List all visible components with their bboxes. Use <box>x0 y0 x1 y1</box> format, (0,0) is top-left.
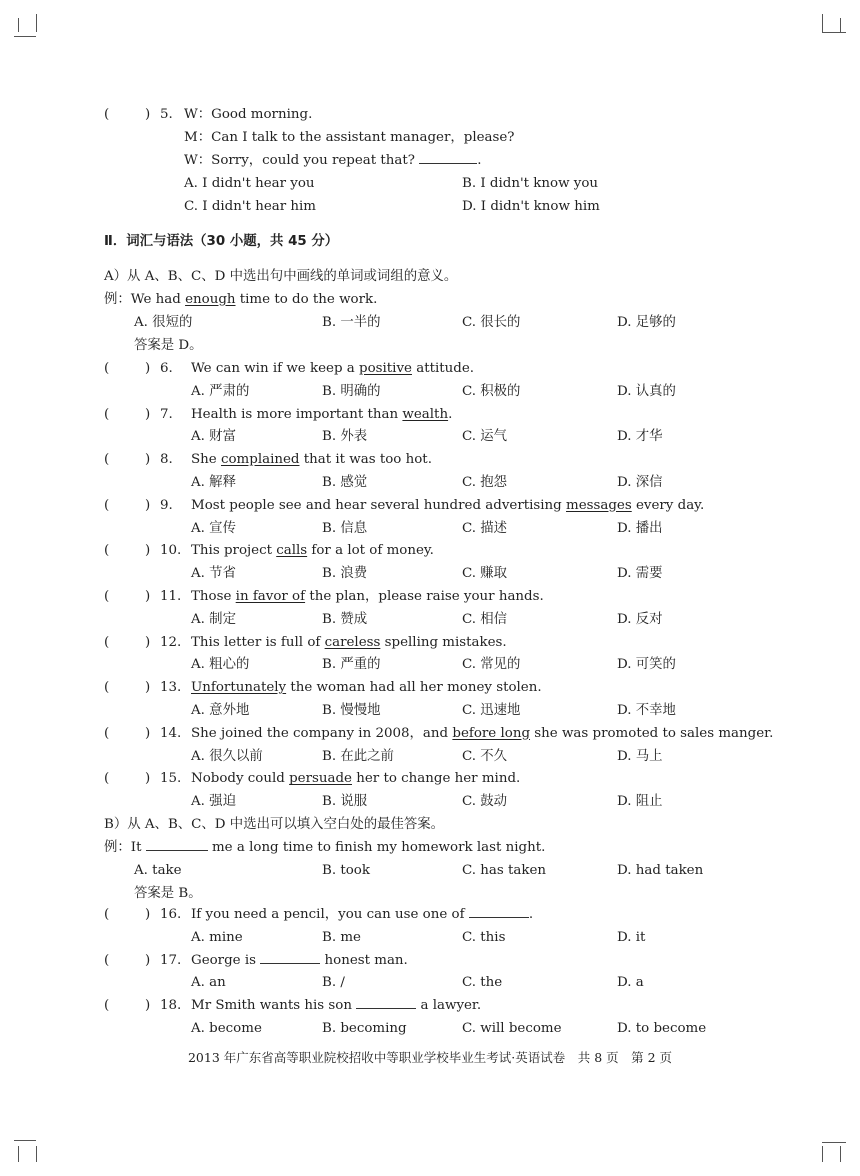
answer-paren-open: ( <box>104 634 110 650</box>
option-d: D. 不幸地 <box>617 703 676 718</box>
option-a: A. 制定 <box>191 611 236 627</box>
option-c: C. 不久 <box>462 748 508 764</box>
question-options <box>0 609 860 632</box>
option-a: A. an <box>191 975 226 991</box>
question-stem-post: spelling mistakes. <box>380 634 507 650</box>
answer-paren-close: ) <box>145 452 151 468</box>
option-b: B. 严重的 <box>322 657 381 673</box>
option-b: B. 明确的 <box>322 383 381 399</box>
part-b-instruction <box>0 814 860 837</box>
question-stem <box>191 449 432 472</box>
question-row <box>0 723 860 746</box>
question-options <box>0 518 860 541</box>
question-number: 6. <box>160 361 173 376</box>
question-options <box>0 426 860 449</box>
option-a: A. 财富 <box>191 429 236 445</box>
crop-mark-top-right <box>822 14 823 32</box>
answer-blank <box>260 951 320 964</box>
question-5-options-row-2 <box>0 196 860 219</box>
instruction-text: A）从 A、B、C、D 中选出句中画线的单词或词组的意义。 <box>104 269 458 284</box>
question-stem-post: she was promoted to sales manger. <box>530 725 774 741</box>
option-c: C. 相信 <box>462 611 508 627</box>
dialog-text: W：Sorry，could you repeat that? <box>184 153 415 168</box>
part-b-example-answer <box>0 883 860 906</box>
option-c: C. 抱怨 <box>462 475 508 490</box>
option-a: A. I didn't hear you <box>184 176 315 191</box>
option-a: A. take <box>134 863 182 878</box>
option-a: A. 很久以前 <box>191 748 263 764</box>
crop-mark-bottom-right <box>822 1146 823 1162</box>
example-answer: 答案是 D。 <box>134 338 203 353</box>
question-number: 13. <box>160 680 182 696</box>
option-b: B. 说服 <box>322 794 368 810</box>
option-b: B. 在此之前 <box>322 748 394 764</box>
question-stem <box>191 904 533 927</box>
answer-paren-close: ) <box>145 725 151 741</box>
example-suffix: me a long time to finish my homework last night. <box>207 840 546 855</box>
answer-paren-open: ( <box>104 497 110 513</box>
option-c: C. the <box>462 975 503 991</box>
question-stem-pre: Health is more important than <box>191 406 403 422</box>
option-d: D. 阻止 <box>617 794 663 810</box>
example-suffix: time to do the work. <box>235 292 378 307</box>
part-a-example <box>0 289 860 312</box>
question-options <box>0 700 860 723</box>
part-b-example <box>0 837 860 860</box>
question-number: 8. <box>160 452 173 468</box>
question-5-line-1 <box>0 104 860 127</box>
question-stem <box>191 677 542 700</box>
answer-paren-close: ) <box>145 406 151 422</box>
crop-mark-bottom-right <box>822 1142 846 1143</box>
option-b: B. I didn't know you <box>462 176 599 191</box>
question-stem <box>191 495 704 518</box>
question-stem <box>191 358 474 381</box>
question-options <box>0 927 860 950</box>
question-row <box>0 904 860 927</box>
question-stem-pre: This project <box>191 543 277 559</box>
example-sentence <box>104 289 377 312</box>
option-c: C. will become <box>462 1021 562 1036</box>
option-a: A. 宣传 <box>191 520 236 536</box>
question-options <box>0 972 860 995</box>
option-c: C. 迅速地 <box>462 703 521 718</box>
crop-mark-bottom-right <box>840 1146 841 1162</box>
underlined-word: persuade <box>289 771 352 787</box>
question-number: 14. <box>160 725 182 741</box>
answer-paren-close: ) <box>145 107 151 122</box>
part-a-instruction <box>0 266 860 289</box>
question-stem <box>191 723 773 746</box>
question-stem-post: honest man. <box>320 952 408 968</box>
underlined-word: complained <box>220 452 300 468</box>
option-d: D. it <box>617 929 646 945</box>
option-c: C. this <box>462 929 506 945</box>
question-row <box>0 540 860 563</box>
crop-mark-bottom-left <box>36 1146 37 1162</box>
option-c: C. 常见的 <box>462 657 521 673</box>
option-a: A. 意外地 <box>191 703 250 718</box>
question-stem-post: that it was too hot. <box>299 452 432 468</box>
question-options <box>0 563 860 586</box>
example-prefix: 例：We had <box>104 292 186 307</box>
question-stem-pre: Those <box>191 589 236 604</box>
question-stem <box>191 632 507 655</box>
answer-paren-open: ( <box>104 406 110 422</box>
question-number: 12. <box>160 634 182 650</box>
crop-mark-top-right <box>822 32 846 33</box>
part-a-example-answer <box>0 335 860 358</box>
option-b: B. / <box>322 975 345 991</box>
example-sentence <box>104 837 545 860</box>
option-d: D. 认真的 <box>617 383 676 399</box>
crop-mark-top-left <box>18 18 19 32</box>
question-row <box>0 950 860 973</box>
option-b: B. 感觉 <box>322 475 368 490</box>
question-row <box>0 586 860 609</box>
crop-mark-bottom-left <box>18 1146 19 1162</box>
option-c: C. I didn't hear him <box>184 199 316 214</box>
question-row <box>0 449 860 472</box>
option-d: D. 需要 <box>617 566 663 582</box>
example-underlined-word: enough <box>185 292 236 307</box>
option-a: A. 节省 <box>191 566 236 582</box>
question-row <box>0 495 860 518</box>
crop-mark-top-right <box>840 18 841 32</box>
answer-blank <box>469 905 529 918</box>
question-stem <box>191 768 520 791</box>
question-number: 18. <box>160 998 182 1014</box>
option-c: C. 描述 <box>462 520 508 536</box>
page-footer: 2013 年广东省高等职业院校招收中等职业学校毕业生考试·英语试卷 共 8 页 第 2 页 <box>187 1050 673 1065</box>
question-row <box>0 677 860 700</box>
answer-paren-open: ( <box>104 725 110 741</box>
question-stem-post: a lawyer. <box>416 998 482 1014</box>
question-stem <box>191 586 544 609</box>
dialog-line: W：Sorry，could you repeat that? . <box>184 153 482 168</box>
crop-mark-top-left <box>36 14 37 32</box>
part-b-example-options <box>0 860 860 883</box>
option-d: D. a <box>617 975 644 991</box>
underlined-word: in favor of <box>235 589 306 604</box>
question-number: 10. <box>160 543 182 559</box>
question-row <box>0 768 860 791</box>
question-stem-pre: We can win if we keep a <box>191 361 360 376</box>
question-stem-post: the plan，please raise your hands. <box>305 589 544 604</box>
example-answer: 答案是 B。 <box>134 886 202 901</box>
question-stem-pre: Most people see and hear several hundred advertising <box>191 497 567 513</box>
question-row <box>0 358 860 381</box>
crop-mark-bottom-left <box>14 1140 36 1141</box>
question-5-line-3 <box>0 150 860 173</box>
question-stem-post: the woman had all her money stolen. <box>286 680 542 696</box>
question-row <box>0 404 860 427</box>
answer-paren-close: ) <box>145 998 151 1014</box>
option-d: D. to become <box>617 1021 707 1036</box>
option-c: C. 鼓动 <box>462 794 508 810</box>
question-stem <box>191 950 408 973</box>
underlined-word: wealth <box>402 406 449 422</box>
question-number: 11. <box>160 589 182 604</box>
answer-paren-open: ( <box>104 952 110 968</box>
option-d: D. had taken <box>617 863 704 878</box>
answer-paren-open: ( <box>104 907 110 922</box>
answer-paren-open: ( <box>104 361 110 376</box>
option-a: A. 很短的 <box>134 315 193 330</box>
underlined-word: messages <box>566 497 632 513</box>
answer-paren-open: ( <box>104 680 110 696</box>
question-number: 7. <box>160 406 173 422</box>
option-d: D. 马上 <box>617 748 663 764</box>
question-options <box>0 746 860 769</box>
option-d: D. 足够的 <box>617 315 676 330</box>
option-c: C. 运气 <box>462 429 508 445</box>
answer-paren-close: ) <box>145 497 151 513</box>
question-stem-pre: George is <box>191 952 261 968</box>
question-options <box>0 654 860 677</box>
option-d: D. I didn't know him <box>462 199 600 214</box>
option-c: C. 积极的 <box>462 383 521 399</box>
option-a: A. 解释 <box>191 475 236 490</box>
answer-paren-close: ) <box>145 361 151 376</box>
option-b: B. 慢慢地 <box>322 703 381 718</box>
question-stem-pre: Nobody could <box>191 771 290 787</box>
question-5-options-row-1 <box>0 173 860 196</box>
answer-paren-open: ( <box>104 771 110 787</box>
option-a: A. mine <box>191 929 243 945</box>
answer-paren-close: ) <box>145 589 151 604</box>
section-title-text: Ⅱ．词汇与语法（30 小题，共 45 分） <box>104 234 339 249</box>
example-prefix: 例：It <box>104 840 146 855</box>
question-options <box>0 1018 860 1041</box>
option-c: C. 赚取 <box>462 566 508 582</box>
underlined-word: careless <box>324 634 381 650</box>
question-number: 15. <box>160 771 182 787</box>
question-stem-pre: Mr Smith wants his son <box>191 998 357 1014</box>
question-stem-post: . <box>448 406 453 422</box>
question-stem <box>191 540 434 563</box>
option-b: B. becoming <box>322 1021 407 1036</box>
option-b: B. 浪费 <box>322 566 368 582</box>
answer-paren-open: ( <box>104 107 110 122</box>
answer-paren-open: ( <box>104 543 110 559</box>
option-b: B. 外表 <box>322 429 368 445</box>
option-a: A. become <box>191 1021 262 1036</box>
question-number: 9. <box>160 497 173 513</box>
underlined-word: positive <box>359 361 412 376</box>
answer-paren-close: ) <box>145 771 151 787</box>
option-b: B. 赞成 <box>322 611 368 627</box>
option-a: A. 强迫 <box>191 794 236 810</box>
answer-paren-close: ) <box>145 907 151 922</box>
underlined-word: calls <box>276 543 308 559</box>
question-stem-post: . <box>528 907 534 922</box>
question-stem <box>191 995 481 1018</box>
section-title <box>0 231 860 254</box>
option-b: B. 信息 <box>322 520 368 536</box>
question-options <box>0 472 860 495</box>
question-options <box>0 381 860 404</box>
option-d: D. 才华 <box>617 429 663 445</box>
question-stem-post: her to change her mind. <box>351 771 521 787</box>
option-b: B. me <box>322 929 361 945</box>
answer-paren-close: ) <box>145 952 151 968</box>
option-d: D. 可笑的 <box>617 657 676 673</box>
question-row <box>0 632 860 655</box>
answer-blank <box>356 996 416 1009</box>
question-stem-post: every day. <box>631 497 705 513</box>
option-d: D. 深信 <box>617 475 663 490</box>
option-c: C. has taken <box>462 863 547 878</box>
underlined-word: Unfortunately <box>191 680 287 696</box>
question-stem-pre: She joined the company in 2008，and <box>191 725 453 741</box>
question-row <box>0 995 860 1018</box>
dialog-line: M：Can I talk to the assistant manager，please? <box>184 130 515 145</box>
option-d: D. 播出 <box>617 520 663 536</box>
question-stem-pre: If you need a pencil，you can use one of <box>191 907 469 922</box>
option-b: B. took <box>322 863 370 878</box>
question-number: 16. <box>160 907 182 922</box>
answer-blank <box>419 151 477 164</box>
dialog-line: W：Good morning. <box>184 107 313 122</box>
question-stem <box>191 404 452 427</box>
answer-paren-open: ( <box>104 589 110 604</box>
answer-paren-close: ) <box>145 680 151 696</box>
question-5-line-2 <box>0 127 860 150</box>
question-number: 17. <box>160 952 182 968</box>
part-a-example-options <box>0 312 860 335</box>
answer-blank <box>146 838 208 851</box>
option-b: B. 一半的 <box>322 315 381 330</box>
question-stem-pre: She <box>191 452 221 468</box>
option-a: A. 严肃的 <box>191 383 250 399</box>
answer-paren-close: ) <box>145 634 151 650</box>
answer-paren-open: ( <box>104 452 110 468</box>
question-number: 5. <box>160 107 173 122</box>
answer-paren-open: ( <box>104 998 110 1014</box>
answer-paren-close: ) <box>145 543 151 559</box>
option-c: C. 很长的 <box>462 315 521 330</box>
question-options <box>0 791 860 814</box>
crop-mark-top-left <box>14 36 36 37</box>
question-stem-post: for a lot of money. <box>307 543 434 559</box>
option-d: D. 反对 <box>617 611 663 627</box>
question-stem-post: attitude. <box>411 361 475 376</box>
underlined-word: before long <box>452 725 531 741</box>
question-stem-pre: This letter is full of <box>191 634 325 650</box>
instruction-text: B）从 A、B、C、D 中选出可以填入空白处的最佳答案。 <box>104 817 445 832</box>
option-a: A. 粗心的 <box>191 657 250 673</box>
